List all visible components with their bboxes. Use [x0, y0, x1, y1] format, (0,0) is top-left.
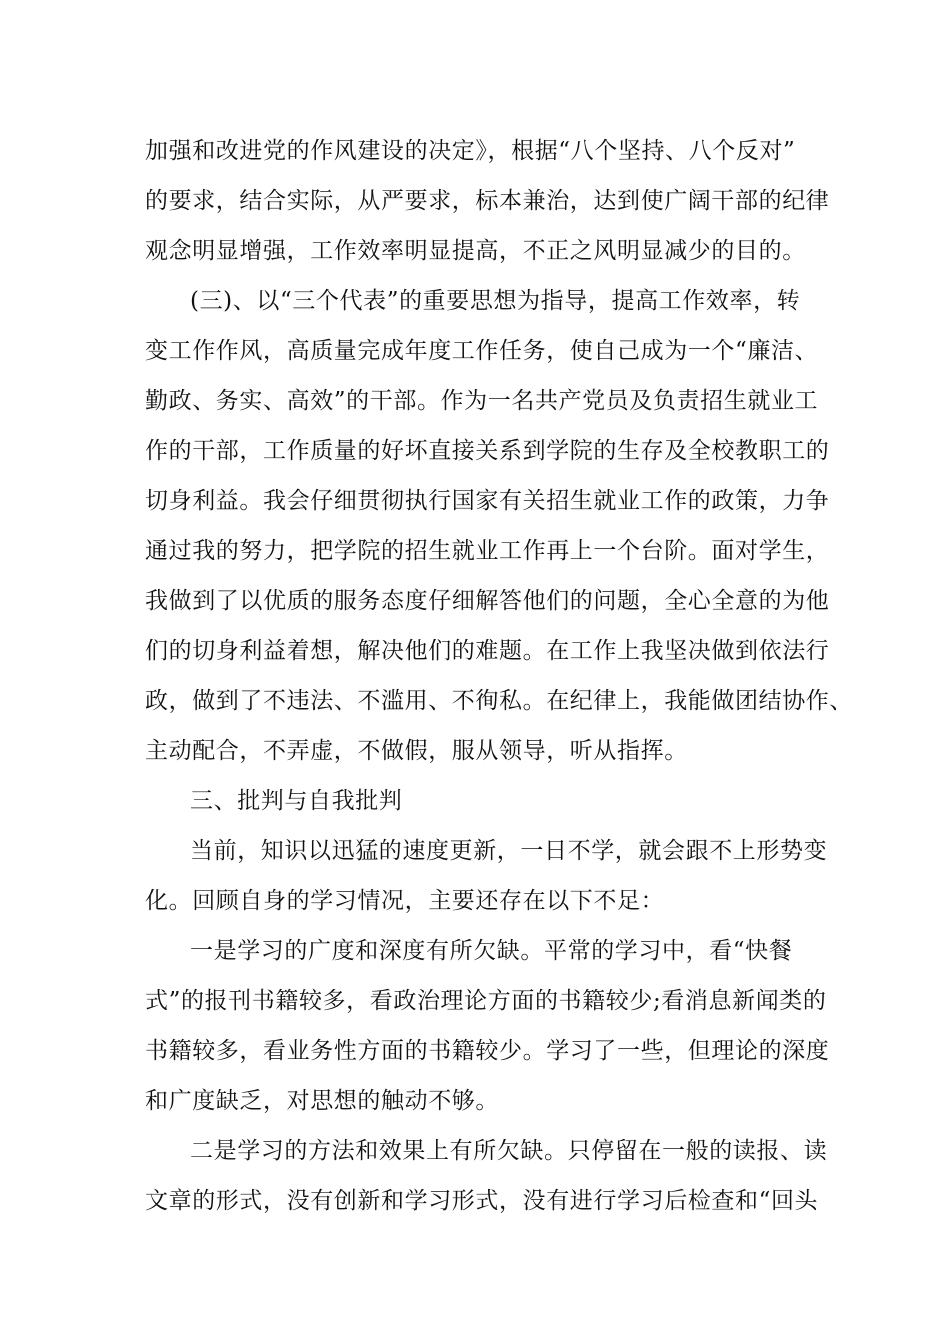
paragraph-start: 一是学习的广度和深度有所欠缺。平常的学习中，看“快餐	[190, 938, 793, 964]
section-heading: 三、批判与自我批判	[190, 788, 403, 814]
text-line: 通过我的努力，把学院的招生就业工作再上一个台阶。面对学生，	[145, 538, 830, 564]
text-line: 的要求，结合实际，从严要求，标本兼治，达到使广阔干部的纪律	[145, 188, 830, 214]
text-line: 加强和改进党的作风建设的决定》，根据“八个坚持、八个反对”	[145, 138, 796, 164]
text-line: 和广度缺乏，对思想的触动不够。	[145, 1088, 499, 1114]
text-line: 文章的形式，没有创新和学习形式，没有进行学习后检查和“回头	[145, 1188, 819, 1214]
text-line: 们的切身利益着想，解决他们的难题。在工作上我坚决做到依法行	[145, 638, 830, 664]
text-line: 化。回顾自身的学习情况，主要还存在以下不足：	[145, 888, 665, 914]
text-line: 式”的报刊书籍较多，看政治理论方面的书籍较少;看消息新闻类的	[145, 988, 827, 1014]
text-line: 勤政、务实、高效”的干部。作为一名共产党员及负责招生就业工	[145, 388, 819, 414]
text-line: 我做到了以优质的服务态度仔细解答他们的问题，全心全意的为他	[145, 588, 830, 614]
paragraph-start: 当前，知识以迅猛的速度更新，一日不学，就会跟不上形势变	[190, 838, 828, 864]
text-line: 主动配合，不弄虚，不做假，服从领导，听从指挥。	[145, 738, 688, 764]
text-line: 作的干部，工作质量的好坏直接关系到学院的生存及全校教职工的	[145, 438, 830, 464]
paragraph-start: 二是学习的方法和效果上有所欠缺。只停留在一般的读报、读	[190, 1138, 828, 1164]
paragraph-start: (三)、以“三个代表”的重要思想为指导，提高工作效率，转	[190, 288, 801, 314]
text-line: 书籍较多，看业务性方面的书籍较少。学习了一些，但理论的深度	[145, 1038, 830, 1064]
text-line: 变工作作风，高质量完成年度工作任务，使自己成为一个“廉洁、	[145, 338, 819, 364]
text-line: 切身利益。我会仔细贯彻执行国家有关招生就业工作的政策，力争	[145, 488, 830, 514]
text-line: 政，做到了不违法、不滥用、不徇私。在纪律上，我能做团结协作、	[145, 688, 853, 714]
text-line: 观念明显增强，工作效率明显提高，不正之风明显减少的目的。	[145, 238, 806, 264]
